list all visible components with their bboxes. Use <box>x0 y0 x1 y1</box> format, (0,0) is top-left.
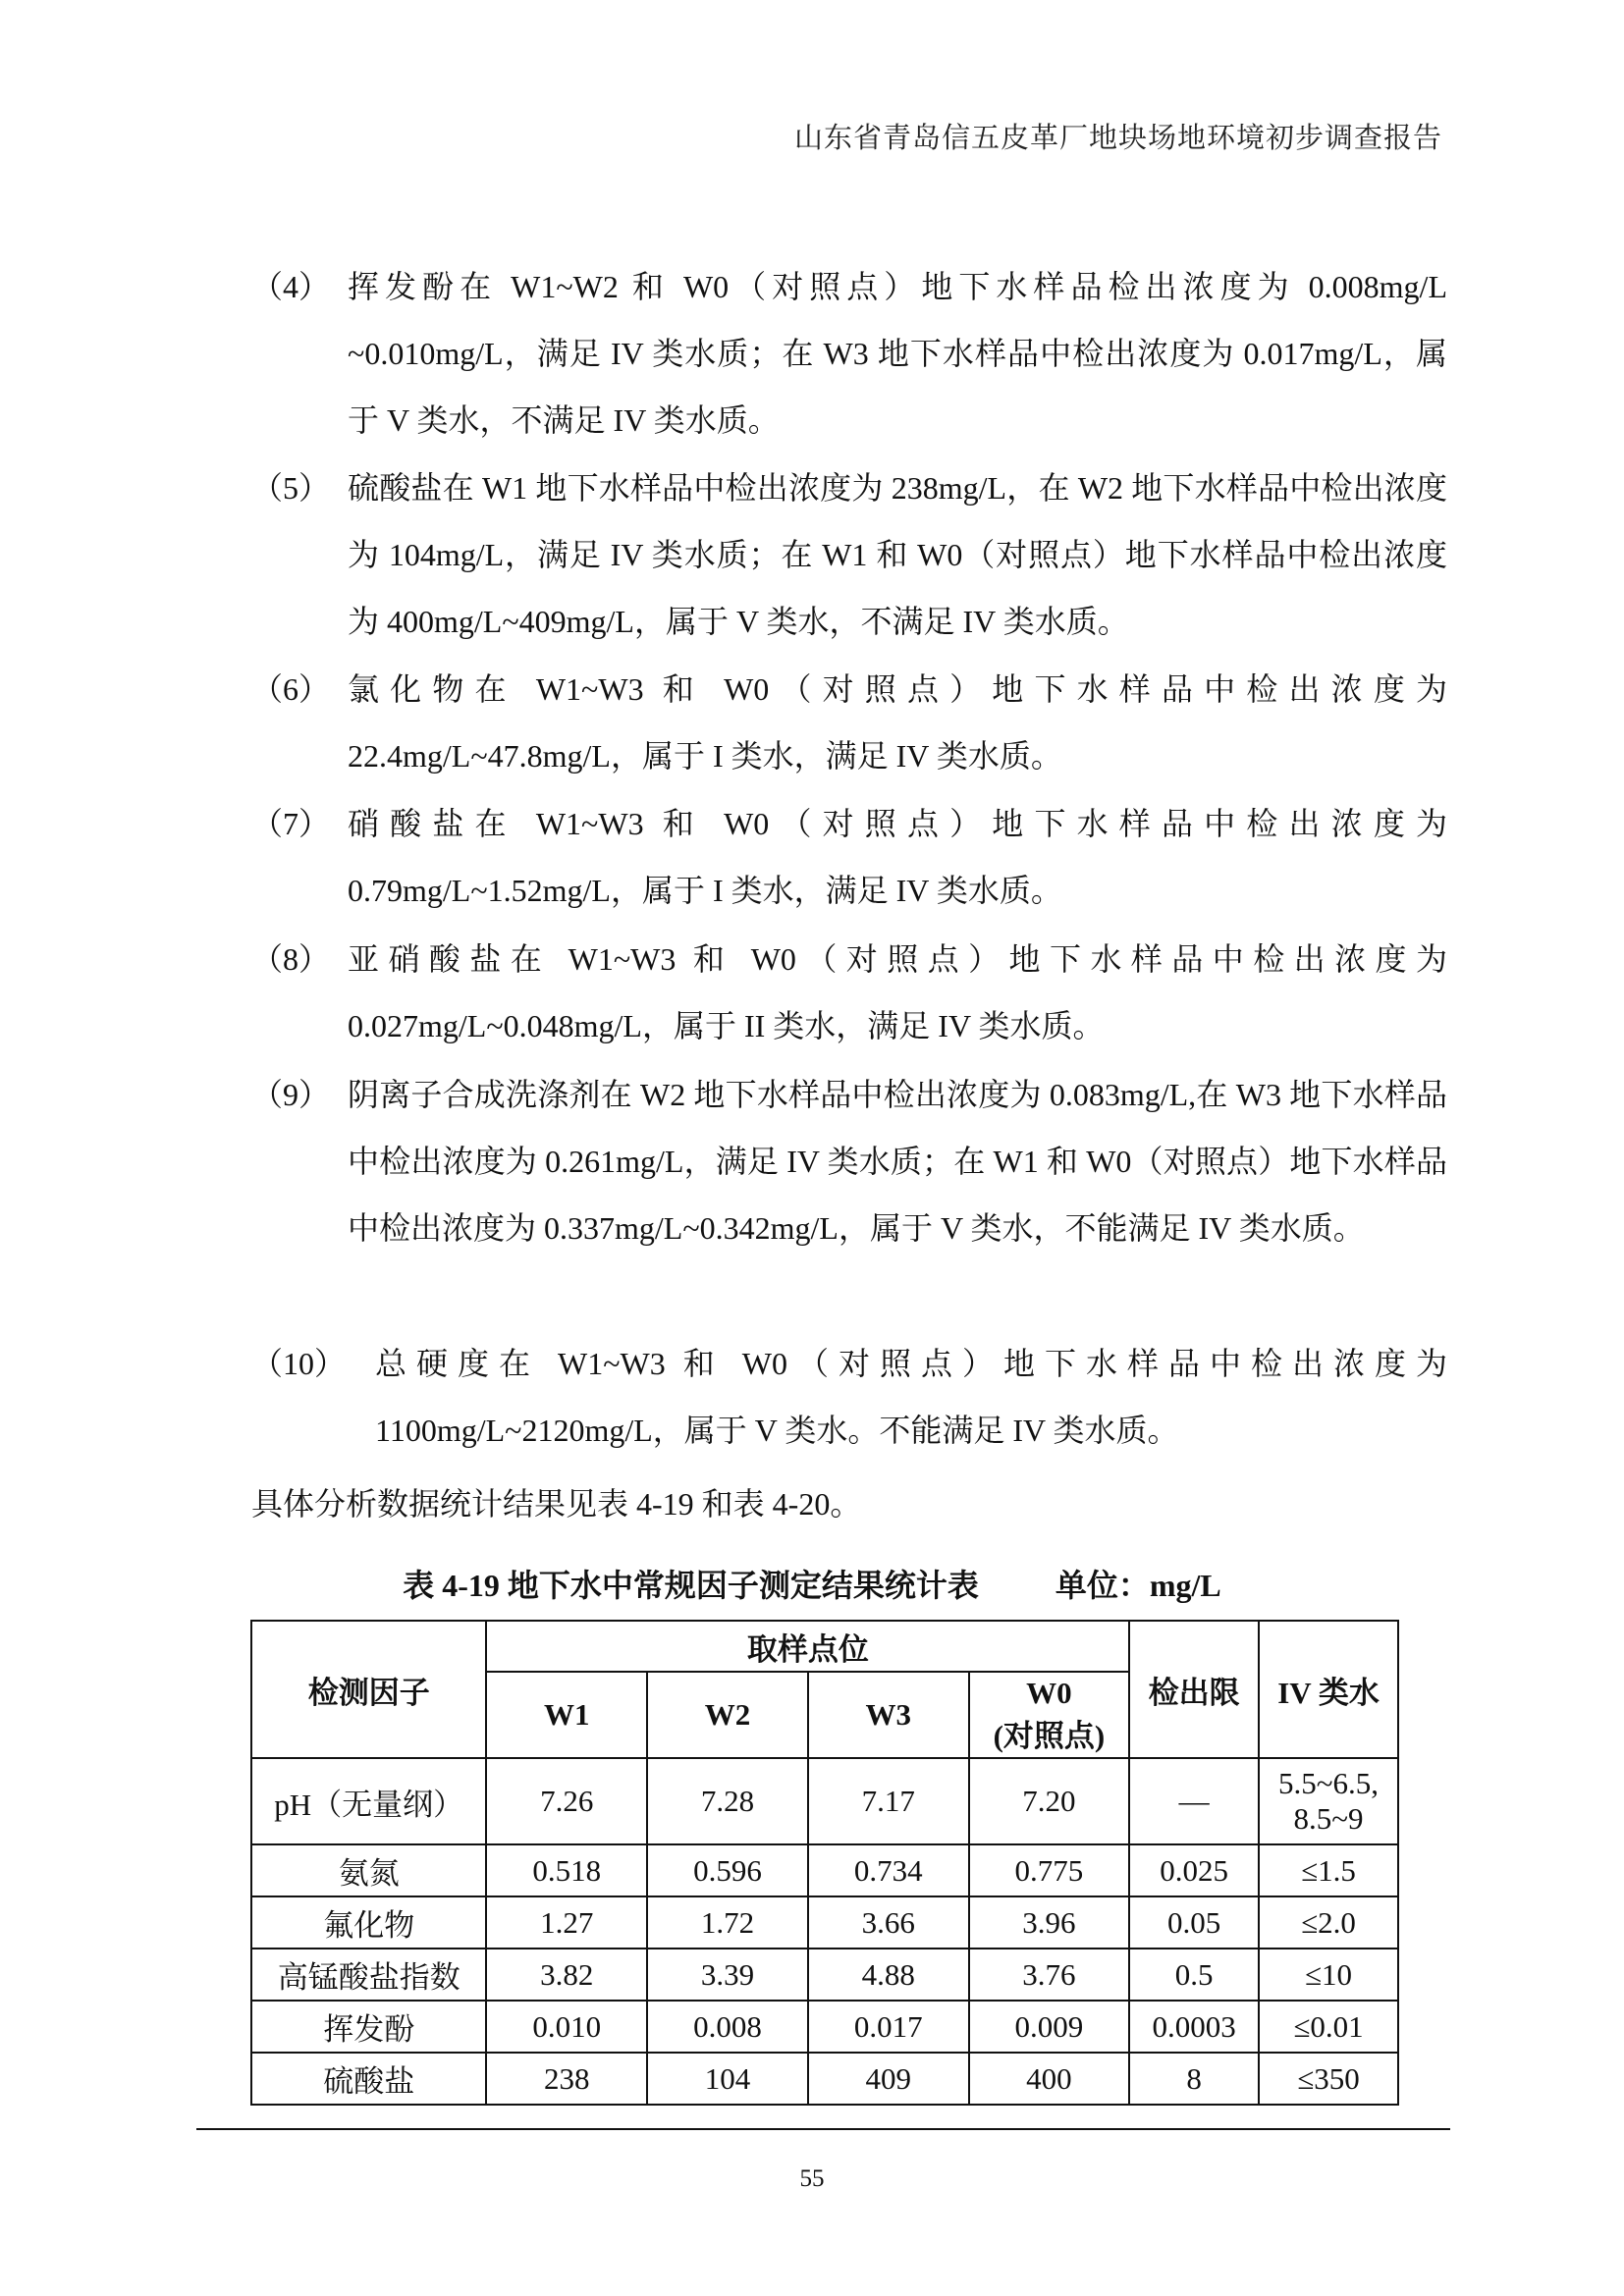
cell-class4: ≤10 <box>1259 1949 1398 2001</box>
cell-w3: 0.734 <box>808 1844 969 1896</box>
header-w2: W2 <box>647 1672 808 1758</box>
cell-factor: 氨氮 <box>251 1844 486 1896</box>
cell-w1: 1.27 <box>486 1896 647 1949</box>
cell-w3: 4.88 <box>808 1949 969 2001</box>
table-row <box>251 1949 1398 2001</box>
cell-w2: 3.39 <box>647 1949 808 2001</box>
item-text: 挥发酚在 W1~W2 和 W0（对照点）地下水样品检出浓度为 0.008mg/L ~0.010mg/L，满足 IV 类水质；在 W3 地下水样品中检出浓度为 0.017mg/L，属于 V 类水，不满足 IV 类水质。 <box>348 269 1447 438</box>
table-caption <box>0 1561 1624 1606</box>
table-row <box>251 1844 1398 1896</box>
cell-class4: ≤2.0 <box>1259 1896 1398 1949</box>
header-w0-label: W0 <box>1026 1675 1072 1710</box>
cell-w0: 7.20 <box>969 1758 1130 1844</box>
header-class4: IV 类水 <box>1259 1621 1398 1758</box>
cell-w0: 0.775 <box>969 1844 1130 1896</box>
cell-factor: 氟化物 <box>251 1896 486 1949</box>
results-table <box>250 1620 1399 2106</box>
header-w0 <box>969 1672 1130 1758</box>
list-item-4 <box>251 253 1447 454</box>
cell-w0: 0.009 <box>969 2001 1130 2053</box>
cell-limit: — <box>1129 1758 1259 1844</box>
cell-w2: 7.28 <box>647 1758 808 1844</box>
page-number: 55 <box>799 2165 825 2192</box>
cell-limit: 0.0003 <box>1129 2001 1259 2053</box>
cell-w3: 409 <box>808 2053 969 2105</box>
cell-limit: 8 <box>1129 2053 1259 2105</box>
header-w1: W1 <box>486 1672 647 1758</box>
table-unit: 单位：mg/L <box>1055 1568 1221 1603</box>
cell-w1: 238 <box>486 2053 647 2105</box>
cell-w1: 3.82 <box>486 1949 647 2001</box>
table-row <box>251 2053 1398 2105</box>
item-number: （10） <box>251 1346 347 1381</box>
cell-w1: 7.26 <box>486 1758 647 1844</box>
cell-limit: 0.05 <box>1129 1896 1259 1949</box>
item-text: 亚硝酸盐在 W1~W3 和 W0（对照点）地下水样品中检出浓度为 0.027mg/L~0.048mg/L，属于 II 类水，满足 IV 类水质。 <box>348 941 1447 1043</box>
cell-w1: 0.010 <box>486 2001 647 2053</box>
table-title: 表 4-19 地下水中常规因子测定结果统计表 <box>403 1568 979 1603</box>
running-header: 山东省青岛信五皮革厂地块场地环境初步调查报告 <box>793 123 1442 154</box>
header-factor: 检测因子 <box>251 1621 486 1758</box>
cell-w2: 1.72 <box>647 1896 808 1949</box>
cell-factor: 挥发酚 <box>251 2001 486 2053</box>
list-item-8 <box>251 926 1447 1059</box>
header-w3: W3 <box>808 1672 969 1758</box>
cell-factor: pH（无量纲） <box>251 1758 486 1844</box>
list-item-6 <box>251 656 1447 789</box>
cell-w0: 3.76 <box>969 1949 1130 2001</box>
list-item-10 <box>251 1330 1447 1464</box>
cell-class4-line2: 8.5~9 <box>1293 1801 1364 1836</box>
cell-limit: 0.025 <box>1129 1844 1259 1896</box>
item-text: 氯化物在 W1~W3 和 W0（对照点）地下水样品中检出浓度为 22.4mg/L~47.8mg/L，属于 I 类水，满足 IV 类水质。 <box>348 671 1447 774</box>
list-item-5 <box>251 454 1447 655</box>
item-number: （7） <box>251 806 331 841</box>
item-number: （9） <box>251 1077 331 1112</box>
cell-w2: 0.008 <box>647 2001 808 2053</box>
list-item-9 <box>251 1061 1447 1261</box>
cell-class4: ≤0.01 <box>1259 2001 1398 2053</box>
table-row <box>251 1758 1398 1844</box>
header-w0-note: (对照点) <box>993 1718 1106 1753</box>
cell-factor: 硫酸盐 <box>251 2053 486 2105</box>
table-row <box>251 2001 1398 2053</box>
cell-w1: 0.518 <box>486 1844 647 1896</box>
table-row <box>251 1896 1398 1949</box>
cell-class4 <box>1259 1758 1398 1844</box>
cell-w0: 3.96 <box>969 1896 1130 1949</box>
cell-class4: ≤350 <box>1259 2053 1398 2105</box>
item-text: 总硬度在 W1~W3 和 W0（对照点）地下水样品中检出浓度为 1100mg/L~2120mg/L，属于 V 类水。不能满足 IV 类水质。 <box>375 1346 1447 1448</box>
list-item-7 <box>251 790 1447 924</box>
cell-w2: 0.596 <box>647 1844 808 1896</box>
item-text: 硫酸盐在 W1 地下水样品中检出浓度为 238mg/L，在 W2 地下水样品中检出浓度为 104mg/L，满足 IV 类水质；在 W1 和 W0（对照点）地下水样品中检出浓度为 400mg/L~409mg/L，属于 V 类水，不满足 IV 类水质。 <box>348 470 1447 639</box>
cell-w3: 3.66 <box>808 1896 969 1949</box>
header-sampling: 取样点位 <box>486 1621 1129 1672</box>
cell-w0: 400 <box>969 2053 1130 2105</box>
header-limit: 检出限 <box>1129 1621 1259 1758</box>
cell-w3: 7.17 <box>808 1758 969 1844</box>
item-text: 硝酸盐在 W1~W3 和 W0（对照点）地下水样品中检出浓度为 0.79mg/L~1.52mg/L，属于 I 类水，满足 IV 类水质。 <box>348 806 1447 908</box>
cell-class4-line1: 5.5~6.5, <box>1278 1766 1380 1800</box>
item-number: （5） <box>251 470 331 506</box>
item-number: （6） <box>251 671 331 707</box>
cell-w2: 104 <box>647 2053 808 2105</box>
cell-w3: 0.017 <box>808 2001 969 2053</box>
item-text: 阴离子合成洗涤剂在 W2 地下水样品中检出浓度为 0.083mg/L,在 W3 地下水样品中检出浓度为 0.261mg/L，满足 IV 类水质；在 W1 和 W0（对照点）地下水样品中检出浓度为 0.337mg/L~0.342mg/L，属于 V 类水，不能满足 IV 类水质。 <box>348 1077 1447 1246</box>
footer-divider <box>196 2128 1450 2130</box>
cell-limit: 0.5 <box>1129 1949 1259 2001</box>
item-number: （8） <box>251 941 331 977</box>
summary-paragraph: 具体分析数据统计结果见表 4-19 和表 4-20。 <box>251 1486 862 1522</box>
cell-class4: ≤1.5 <box>1259 1844 1398 1896</box>
cell-factor: 高锰酸盐指数 <box>251 1949 486 2001</box>
item-number: （4） <box>251 269 331 304</box>
